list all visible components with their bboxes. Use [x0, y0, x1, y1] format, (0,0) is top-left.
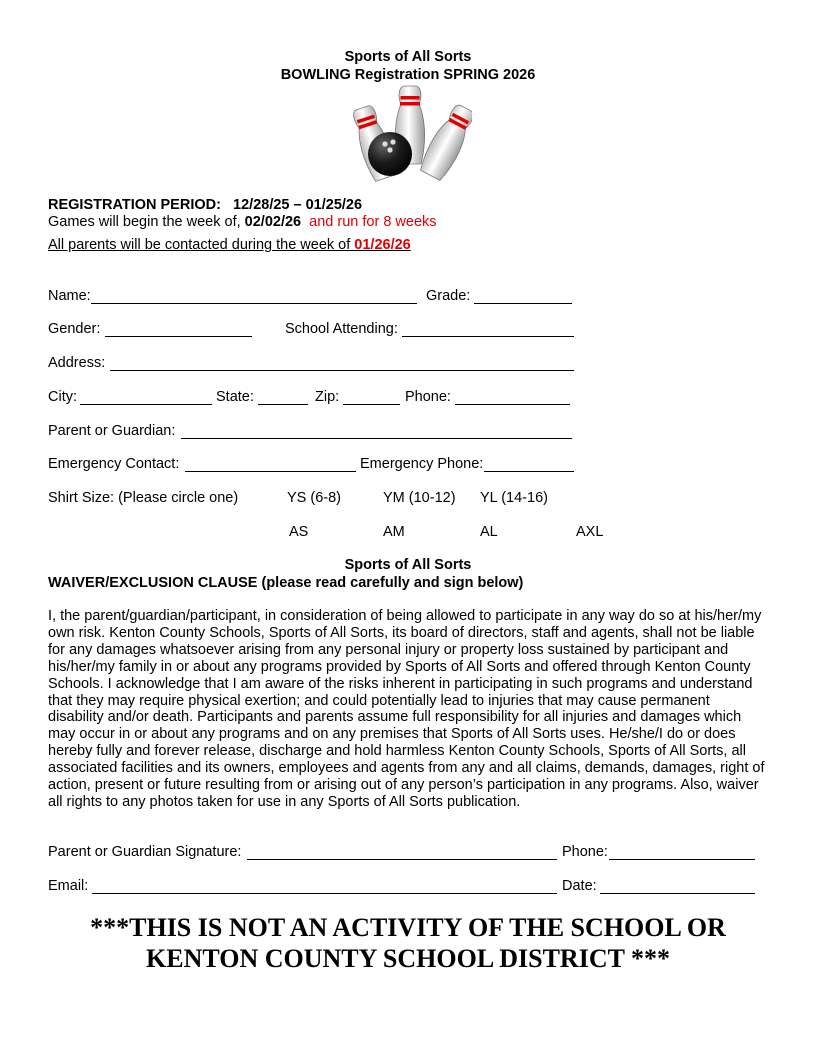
waiver-body: I, the parent/guardian/participant, in consideration of being allowed to participate in any way do so at his/her/my own risk. Kenton County Schools, Sports of All Sorts, its board of directors, staff and agents, shall not be liable for any damages whatsoever arising from any personal injury or property loss sustained by participant and his/her/my family in or about any programs provided by Sports of All Sorts and offered through Kenton County Schools. I acknowledge that I am aware of the risks inherent in participating in such programs and understand that they may require physical exertion; and could potentially lead to injuries that may cause permanent disability and/or death. Participants and parents assume full responsibility for all injuries and damages which may occur in or about any programs and on any premises that Sports of All Sorts uses. He/she/I do or does hereby fully and forever release, discharge and hold harmless Kenton County Schools, Sports of All Sorts, all associated facilities and its owners, employees and agents from any and all claims, demands, damages, right of action, present or future resulting from or arising out of any person’s participation in any programs. Also, waiver all rights to any photos taken for use in any Sports of All Sorts publication.	[48, 608, 765, 810]
guardian-label: Parent or Guardian:	[48, 423, 176, 439]
address-field[interactable]	[110, 370, 574, 371]
date-label: Date:	[562, 878, 597, 894]
emergency-phone-label: Emergency Phone:	[360, 456, 484, 472]
size-option-ys[interactable]: YS (6-8)	[287, 490, 341, 506]
bowling-logo-icon	[352, 84, 472, 192]
waiver-org: Sports of All Sorts	[344, 557, 472, 573]
guardian-signature-label: Parent or Guardian Signature:	[48, 844, 242, 860]
contact-notice-date: 01/26/26	[354, 237, 411, 253]
disclaimer-line-2: KENTON COUNTY SCHOOL DISTRICT ***	[146, 944, 670, 973]
guardian-field[interactable]	[181, 438, 572, 439]
school-label: School Attending:	[285, 321, 398, 337]
registration-period	[48, 197, 362, 213]
address-label: Address:	[48, 355, 106, 371]
zip-field[interactable]	[343, 404, 400, 405]
state-label: State:	[216, 389, 254, 405]
org-title: Sports of All Sorts	[344, 49, 472, 65]
games-start	[48, 214, 437, 230]
guardian-signature-field[interactable]	[247, 859, 557, 860]
phone-field[interactable]	[455, 404, 570, 405]
registration-period-value: 12/28/25 – 01/25/26	[233, 197, 363, 213]
gender-label: Gender:	[48, 321, 101, 337]
size-option-al[interactable]: AL	[480, 524, 498, 540]
signature-phone-label: Phone:	[562, 844, 608, 860]
size-option-am[interactable]: AM	[383, 524, 405, 540]
bowling-ball-icon	[368, 132, 412, 176]
gender-field[interactable]	[105, 336, 252, 337]
disclaimer-line-1: ***THIS IS NOT AN ACTIVITY OF THE SCHOOL OR	[90, 913, 726, 942]
page-title: BOWLING Registration SPRING 2026	[280, 67, 536, 83]
contact-notice	[48, 237, 411, 253]
shirt-size-label: Shirt Size: (Please circle one)	[48, 490, 239, 506]
size-option-ym[interactable]: YM (10-12)	[383, 490, 456, 506]
right-pin-icon	[417, 101, 472, 182]
emergency-phone-field[interactable]	[484, 471, 574, 472]
phone-label: Phone:	[405, 389, 451, 405]
size-option-yl[interactable]: YL (14-16)	[480, 490, 548, 506]
emergency-contact-label: Emergency Contact:	[48, 456, 180, 472]
email-label: Email:	[48, 878, 89, 894]
name-label: Name:	[48, 288, 91, 304]
date-field[interactable]	[600, 893, 755, 894]
name-field[interactable]	[91, 303, 417, 304]
games-run-text: and run for 8 weeks	[309, 214, 437, 230]
games-start-text: Games will begin the week of,	[48, 214, 241, 230]
size-option-axl[interactable]: AXL	[576, 524, 604, 540]
email-field[interactable]	[92, 893, 557, 894]
registration-period-label: REGISTRATION PERIOD:	[48, 197, 221, 213]
emergency-contact-field[interactable]	[185, 471, 356, 472]
contact-notice-text: All parents will be contacted during the week of	[48, 237, 351, 253]
grade-label: Grade:	[426, 288, 471, 304]
state-field[interactable]	[258, 404, 308, 405]
signature-phone-field[interactable]	[609, 859, 755, 860]
waiver-title: WAIVER/EXCLUSION CLAUSE (please read carefully and sign below)	[48, 575, 524, 591]
school-field[interactable]	[402, 336, 574, 337]
zip-label: Zip:	[315, 389, 340, 405]
city-field[interactable]	[80, 404, 212, 405]
games-start-date: 02/02/26	[244, 214, 302, 230]
city-label: City:	[48, 389, 77, 405]
grade-field[interactable]	[474, 303, 572, 304]
size-option-as[interactable]: AS	[289, 524, 309, 540]
